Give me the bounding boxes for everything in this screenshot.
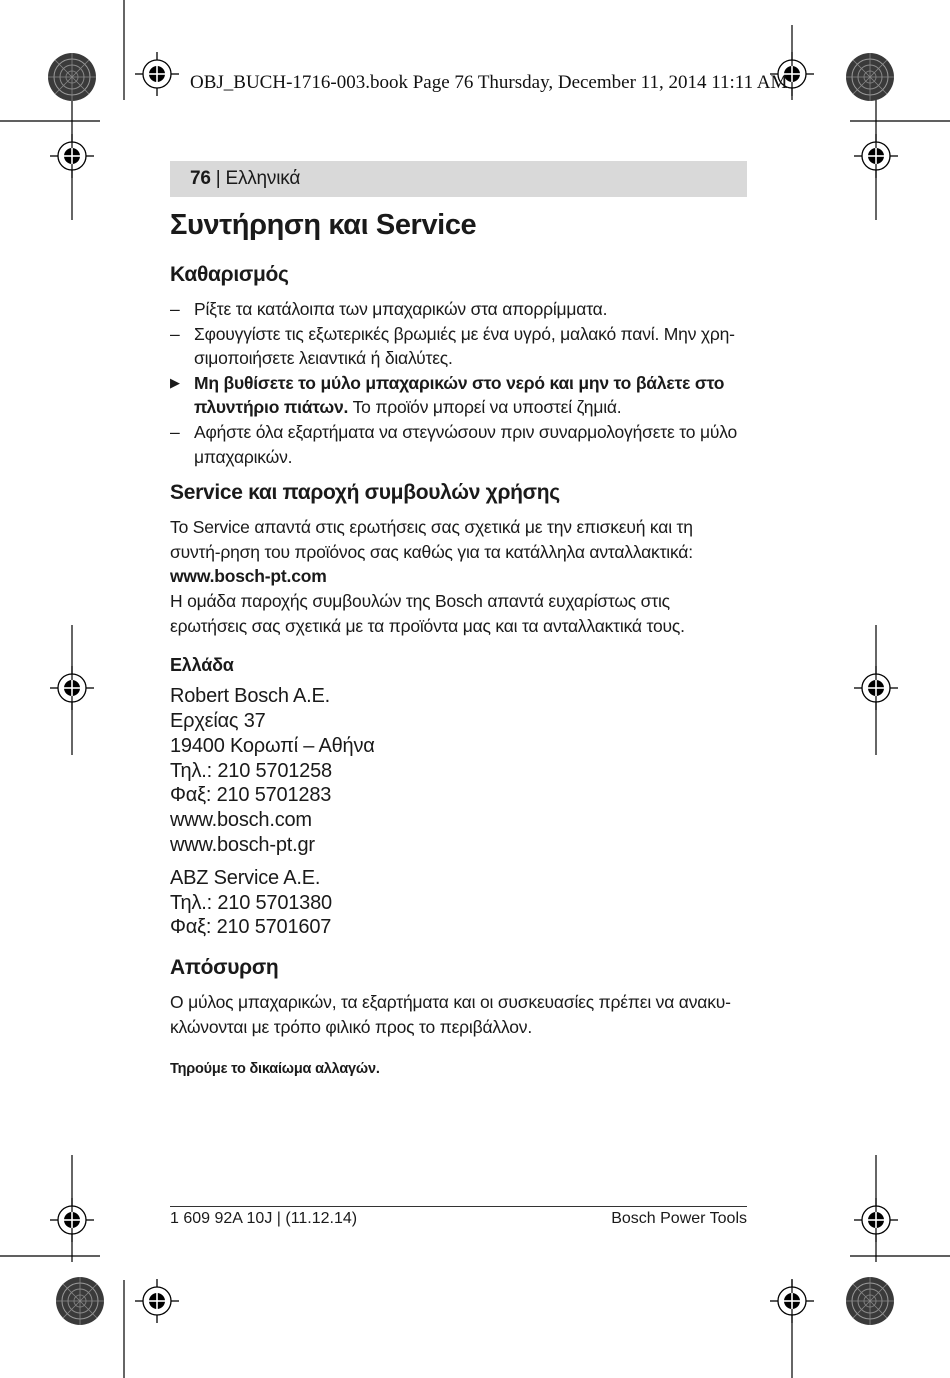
cleaning-heading: Καθαρισμός	[170, 263, 289, 286]
service-url-link[interactable]: www.bosch-pt.com	[170, 566, 327, 587]
country-heading: Ελλάδα	[170, 655, 234, 676]
phone-line: Τηλ.: 210 5701258	[170, 759, 332, 782]
phone-line: Τηλ.: 210 5701380	[170, 891, 332, 914]
list-item-text: Ρίξτε τα κατάλοιπα των μπαχαρικών στα απορρίμματα.	[194, 299, 608, 319]
footer-doc-id: 1 609 92A 10J | (11.12.14)	[170, 1210, 358, 1227]
triangle-warning-icon: ▶	[170, 374, 180, 390]
dash-marker: –	[170, 421, 180, 442]
address-line: 19400 Κορωπί – Αθήνα	[170, 734, 375, 757]
section-title: Συντήρηση και Service	[170, 209, 477, 241]
footer-brand: Bosch Power Tools	[611, 1210, 747, 1227]
disposal-text: Ο μύλος μπαχαρικών, τα εξαρτήματα και οι συσκευασίες πρέπει να ανακυ-κλώνονται με τρόπο φιλικό προς το περιβάλλον.	[170, 992, 731, 1037]
website-link[interactable]: www.bosch-pt.gr	[170, 833, 315, 856]
list-item	[170, 322, 747, 371]
service-block	[170, 515, 747, 638]
website-link[interactable]: www.bosch.com	[170, 809, 312, 832]
cleaning-list	[170, 297, 747, 469]
address-line: Robert Bosch A.E.	[170, 685, 331, 708]
list-item	[170, 420, 747, 469]
warning-text: Το προϊόν μπορεί να υποστεί ζημιά.	[352, 397, 622, 418]
service-advice-paragraph: Η ομάδα παροχής συμβουλών της Bosch απαντά ευχαρίστως στις ερωτήσεις σας σχετικά με τα προϊόντα μας και τα ανταλλακτικά τους.	[170, 590, 685, 636]
rights-notice: Τηρούμε το δικαίωμα αλλαγών.	[170, 1061, 380, 1078]
page-footer	[170, 1206, 747, 1228]
page-number: 76	[190, 167, 211, 189]
dash-marker: –	[170, 299, 180, 319]
disposal-heading: Απόσυρση	[170, 956, 279, 980]
print-slug-header: OBJ_BUCH-1716-003.book Page 76 Thursday, December 11, 2014 11:11 AM	[190, 72, 788, 93]
list-item-text: Σφουγγίστε τις εξωτερικές βρωμιές με ένα υγρό, μαλακό πανί. Μην χρη-σιμοποιήσετε λειαντικά ή διαλύτες.	[194, 323, 735, 369]
page-band-separator: |	[215, 167, 221, 189]
dash-marker: –	[170, 323, 180, 344]
page-language: Ελληνικά	[225, 167, 301, 189]
warning-bold-text: Μη βυθίσετε το μύλο μπαχαρικών στο νερό και μην το βάλετε στο πλυντήριο πιάτων.	[194, 372, 725, 418]
address-abz-service	[170, 866, 747, 940]
page-content	[170, 161, 747, 1082]
address-line: ABZ Service A.E.	[170, 866, 321, 889]
address-robert-bosch	[170, 684, 747, 858]
address-line: Ερχείας 37	[170, 709, 266, 732]
fax-line: Φαξ: 210 5701283	[170, 784, 332, 807]
list-item-text: Αφήστε όλα εξαρτήματα να στεγνώσουν πριν συναρμολογήσετε το μύλο μπαχαρικών.	[194, 421, 738, 467]
page-band	[170, 161, 747, 197]
service-paragraph: Το Service απαντά στις ερωτήσεις σας σχετικά με την επισκευή και τη συντή-ρηση του προϊόνος σας καθώς για τα κατάλληλα ανταλλακτικά:	[170, 517, 693, 562]
warning-item	[170, 371, 747, 420]
service-heading: Service και παροχή συμβουλών χρήσης	[170, 481, 560, 505]
fax-line: Φαξ: 210 5701607	[170, 916, 332, 939]
list-item	[170, 297, 747, 322]
